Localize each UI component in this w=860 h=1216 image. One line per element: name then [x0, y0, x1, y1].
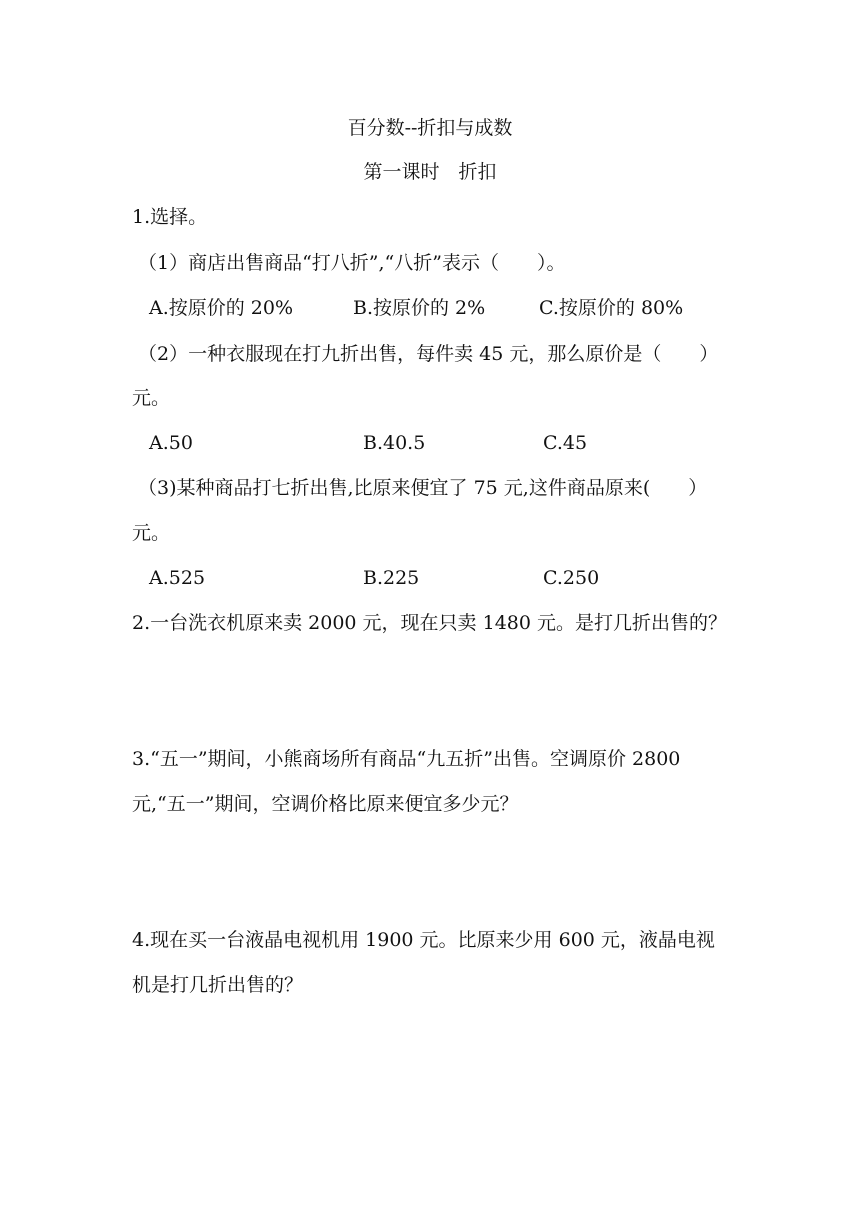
option-c: C.250 [543, 567, 600, 589]
question-3-line2: 元,“五一”期间，空调价格比原来便宜多少元？ [132, 793, 519, 815]
page-title: 百分数--折扣与成数 [347, 117, 513, 139]
question-1-3-stem-line2: 元。 [132, 522, 171, 544]
question-1-1-options [149, 296, 749, 320]
option-b: B.按原价的 2% [353, 297, 486, 319]
question-1-3-options [149, 566, 749, 590]
question-1-heading: 1.选择。 [132, 206, 208, 228]
option-a: A.525 [149, 567, 206, 589]
option-c: C.按原价的 80% [539, 297, 684, 319]
lesson-subtitle: 第一课时 折扣 [363, 161, 497, 183]
option-b: B.40.5 [363, 432, 426, 454]
question-1-2-stem-line1: （2）一种衣服现在打九折出售，每件卖 45 元，那么原价是（ ） [138, 343, 719, 365]
option-a: A.按原价的 20% [149, 297, 294, 319]
option-a: A.50 [149, 432, 193, 454]
question-3-line1: 3.“五一”期间，小熊商场所有商品“九五折”出售。空调原价 2800 [132, 748, 681, 770]
question-2: 2.一台洗衣机原来卖 2000 元，现在只卖 1480 元。是打几折出售的？ [132, 612, 727, 634]
question-1-2-options [149, 431, 749, 455]
question-1-3-stem-line1: （3)某种商品打七折出售,比原来便宜了 75 元,这件商品原来( ） [138, 477, 708, 499]
question-1-1-stem: （1）商店出售商品“打八折”,“八折”表示（ ）。 [138, 252, 566, 274]
option-c: C.45 [543, 432, 588, 454]
option-b: B.225 [363, 567, 420, 589]
question-4-line1: 4.现在买一台液晶电视机用 1900 元。比原来少用 600 元，液晶电视 [132, 929, 715, 951]
question-1-2-stem-line2: 元。 [132, 387, 171, 409]
question-4-line2: 机是打几折出售的？ [132, 974, 304, 996]
